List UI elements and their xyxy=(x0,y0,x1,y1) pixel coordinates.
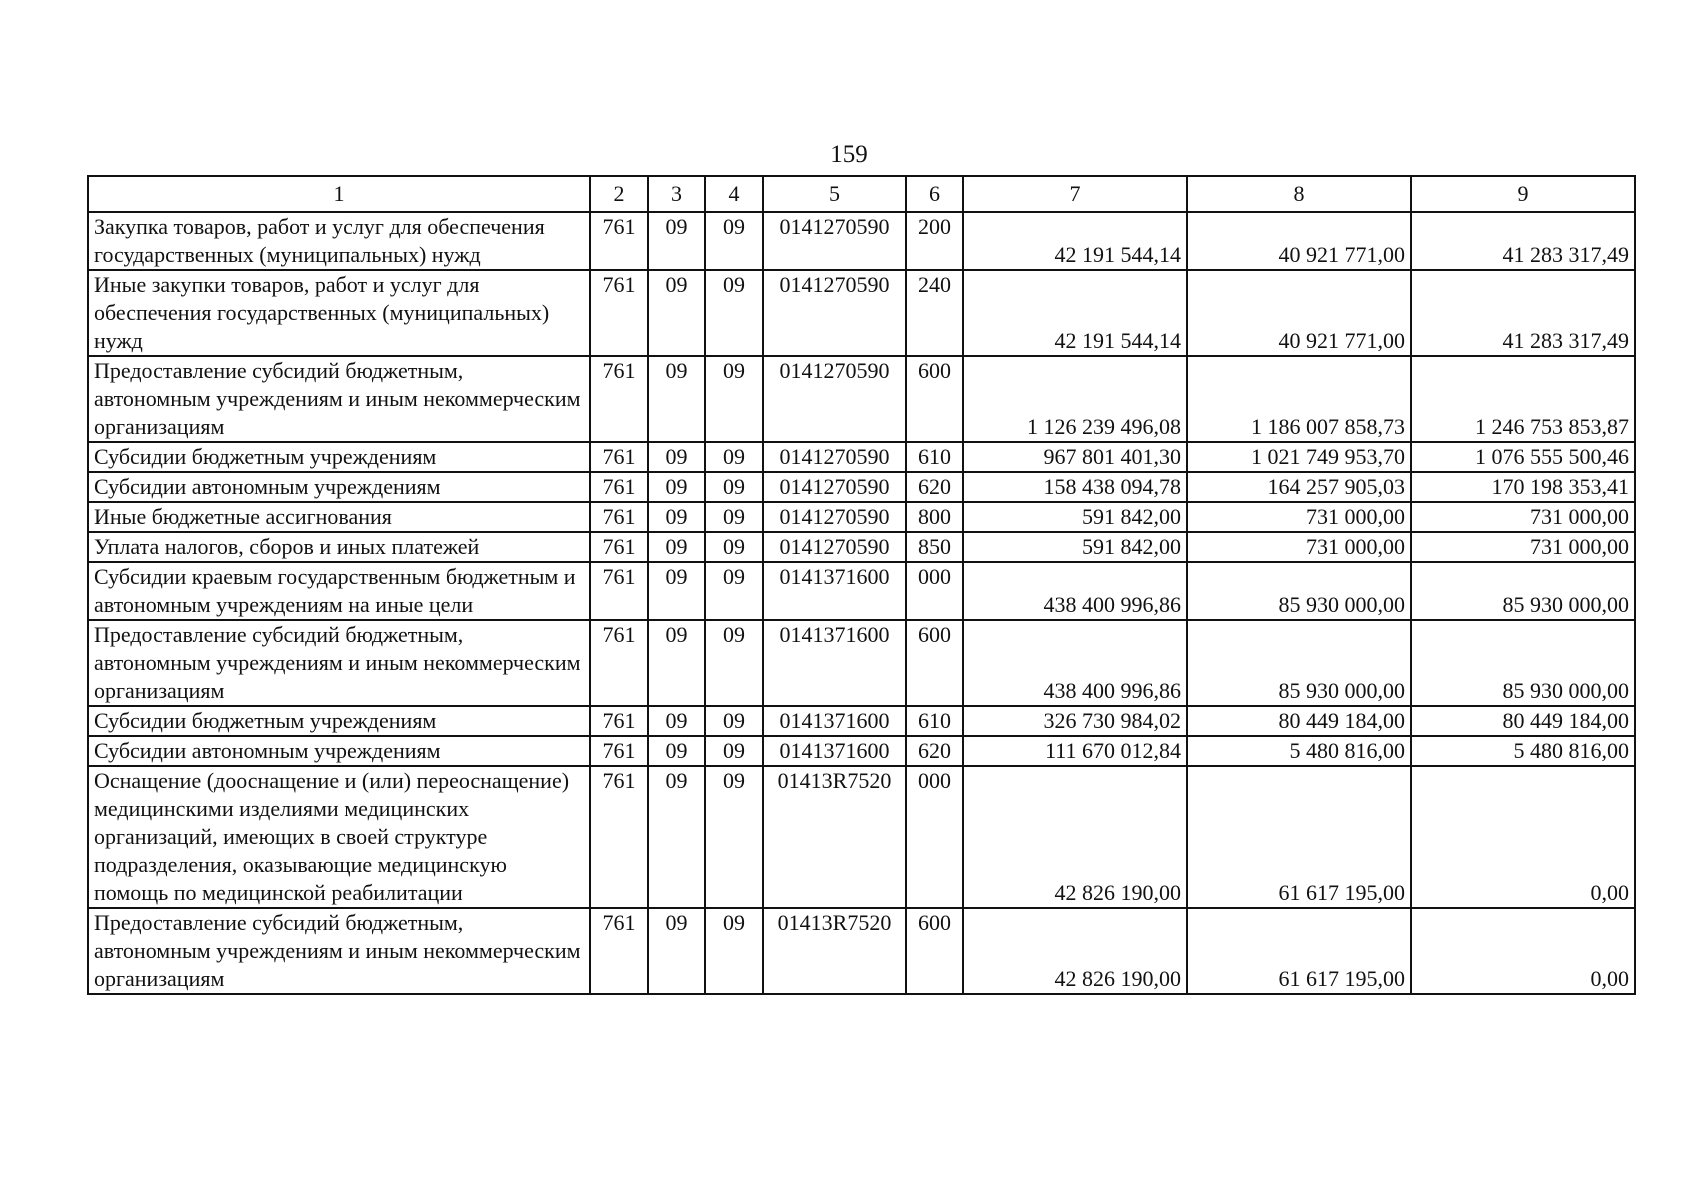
target-article-cell: 0141270590 xyxy=(763,356,906,442)
amount-year2-cell: 40 921 771,00 xyxy=(1187,270,1411,356)
expense-type-cell: 000 xyxy=(906,766,963,908)
expense-name-cell: Уплата налогов, сборов и иных платежей xyxy=(88,532,590,562)
ministry-code-cell: 761 xyxy=(590,356,648,442)
expense-name-cell: Субсидии автономным учреждениям xyxy=(88,472,590,502)
column-header: 6 xyxy=(906,176,963,212)
amount-year3-cell: 1 246 753 853,87 xyxy=(1411,356,1635,442)
amount-year3-cell: 731 000,00 xyxy=(1411,502,1635,532)
table-row xyxy=(88,532,1635,562)
table-row xyxy=(88,736,1635,766)
section-code-cell: 09 xyxy=(648,706,705,736)
amount-year3-cell: 80 449 184,00 xyxy=(1411,706,1635,736)
subsection-code-cell: 09 xyxy=(705,356,763,442)
column-header: 2 xyxy=(590,176,648,212)
subsection-code-cell: 09 xyxy=(705,442,763,472)
expense-type-cell: 620 xyxy=(906,472,963,502)
amount-year2-cell: 1 186 007 858,73 xyxy=(1187,356,1411,442)
column-header: 8 xyxy=(1187,176,1411,212)
amount-year2-cell: 731 000,00 xyxy=(1187,502,1411,532)
subsection-code-cell: 09 xyxy=(705,532,763,562)
amount-year3-cell: 170 198 353,41 xyxy=(1411,472,1635,502)
table-row xyxy=(88,212,1635,270)
section-code-cell: 09 xyxy=(648,502,705,532)
ministry-code-cell: 761 xyxy=(590,442,648,472)
expense-type-cell: 600 xyxy=(906,620,963,706)
subsection-code-cell: 09 xyxy=(705,562,763,620)
amount-year1-cell: 1 126 239 496,08 xyxy=(963,356,1187,442)
target-article-cell: 0141371600 xyxy=(763,620,906,706)
table-row xyxy=(88,562,1635,620)
expense-name-cell: Субсидии краевым государственным бюджетным и автономным учреждениям на иные цели xyxy=(88,562,590,620)
expense-type-cell: 620 xyxy=(906,736,963,766)
amount-year2-cell: 85 930 000,00 xyxy=(1187,620,1411,706)
expense-name-cell: Предоставление субсидий бюджетным, автономным учреждениям и иным некоммерческим организациям xyxy=(88,356,590,442)
expense-name-cell: Предоставление субсидий бюджетным, автономным учреждениям и иным некоммерческим организациям xyxy=(88,620,590,706)
expense-type-cell: 600 xyxy=(906,356,963,442)
page-number: 159 xyxy=(830,141,868,168)
column-header: 7 xyxy=(963,176,1187,212)
amount-year2-cell: 61 617 195,00 xyxy=(1187,908,1411,994)
target-article-cell: 01413R7520 xyxy=(763,908,906,994)
subsection-code-cell: 09 xyxy=(705,472,763,502)
subsection-code-cell: 09 xyxy=(705,766,763,908)
section-code-cell: 09 xyxy=(648,212,705,270)
expense-type-cell: 200 xyxy=(906,212,963,270)
target-article-cell: 0141371600 xyxy=(763,562,906,620)
target-article-cell: 0141371600 xyxy=(763,736,906,766)
column-header: 1 xyxy=(88,176,590,212)
amount-year1-cell: 967 801 401,30 xyxy=(963,442,1187,472)
target-article-cell: 0141270590 xyxy=(763,532,906,562)
target-article-cell: 0141270590 xyxy=(763,442,906,472)
ministry-code-cell: 761 xyxy=(590,562,648,620)
expense-name-cell: Иные бюджетные ассигнования xyxy=(88,502,590,532)
amount-year1-cell: 42 191 544,14 xyxy=(963,270,1187,356)
expense-type-cell: 850 xyxy=(906,532,963,562)
section-code-cell: 09 xyxy=(648,270,705,356)
amount-year3-cell: 5 480 816,00 xyxy=(1411,736,1635,766)
amount-year1-cell: 158 438 094,78 xyxy=(963,472,1187,502)
expense-type-cell: 800 xyxy=(906,502,963,532)
expense-name-cell: Закупка товаров, работ и услуг для обеспечения государственных (муниципальных) нужд xyxy=(88,212,590,270)
target-article-cell: 0141371600 xyxy=(763,706,906,736)
expense-type-cell: 000 xyxy=(906,562,963,620)
ministry-code-cell: 761 xyxy=(590,908,648,994)
ministry-code-cell: 761 xyxy=(590,706,648,736)
amount-year1-cell: 326 730 984,02 xyxy=(963,706,1187,736)
amount-year3-cell: 85 930 000,00 xyxy=(1411,620,1635,706)
subsection-code-cell: 09 xyxy=(705,908,763,994)
target-article-cell: 01413R7520 xyxy=(763,766,906,908)
ministry-code-cell: 761 xyxy=(590,736,648,766)
ministry-code-cell: 761 xyxy=(590,620,648,706)
column-header: 9 xyxy=(1411,176,1635,212)
amount-year3-cell: 85 930 000,00 xyxy=(1411,562,1635,620)
table-row xyxy=(88,908,1635,994)
ministry-code-cell: 761 xyxy=(590,766,648,908)
amount-year1-cell: 591 842,00 xyxy=(963,532,1187,562)
amount-year1-cell: 42 826 190,00 xyxy=(963,766,1187,908)
section-code-cell: 09 xyxy=(648,356,705,442)
table-row xyxy=(88,270,1635,356)
table-row xyxy=(88,502,1635,532)
amount-year1-cell: 111 670 012,84 xyxy=(963,736,1187,766)
amount-year3-cell: 1 076 555 500,46 xyxy=(1411,442,1635,472)
subsection-code-cell: 09 xyxy=(705,620,763,706)
amount-year2-cell: 731 000,00 xyxy=(1187,532,1411,562)
amount-year2-cell: 40 921 771,00 xyxy=(1187,212,1411,270)
amount-year1-cell: 591 842,00 xyxy=(963,502,1187,532)
amount-year2-cell: 1 021 749 953,70 xyxy=(1187,442,1411,472)
ministry-code-cell: 761 xyxy=(590,212,648,270)
amount-year3-cell: 41 283 317,49 xyxy=(1411,212,1635,270)
target-article-cell: 0141270590 xyxy=(763,212,906,270)
table-row xyxy=(88,620,1635,706)
table-row xyxy=(88,766,1635,908)
table-row xyxy=(88,706,1635,736)
table-row xyxy=(88,442,1635,472)
amount-year1-cell: 438 400 996,86 xyxy=(963,562,1187,620)
ministry-code-cell: 761 xyxy=(590,502,648,532)
expense-name-cell: Субсидии бюджетным учреждениям xyxy=(88,442,590,472)
table-row xyxy=(88,472,1635,502)
amount-year2-cell: 164 257 905,03 xyxy=(1187,472,1411,502)
expense-name-cell: Субсидии бюджетным учреждениям xyxy=(88,706,590,736)
section-code-cell: 09 xyxy=(648,620,705,706)
target-article-cell: 0141270590 xyxy=(763,270,906,356)
amount-year2-cell: 85 930 000,00 xyxy=(1187,562,1411,620)
amount-year3-cell: 731 000,00 xyxy=(1411,532,1635,562)
subsection-code-cell: 09 xyxy=(705,270,763,356)
amount-year1-cell: 438 400 996,86 xyxy=(963,620,1187,706)
ministry-code-cell: 761 xyxy=(590,472,648,502)
amount-year2-cell: 61 617 195,00 xyxy=(1187,766,1411,908)
expense-name-cell: Оснащение (дооснащение и (или) переоснащение) медицинскими изделиями медицинских организаций, имеющих в своей структуре подразделения, оказывающие медицинскую помощь по медицинской реабилитации xyxy=(88,766,590,908)
subsection-code-cell: 09 xyxy=(705,212,763,270)
budget-table xyxy=(87,175,1636,995)
section-code-cell: 09 xyxy=(648,442,705,472)
expense-name-cell: Предоставление субсидий бюджетным, автономным учреждениям и иным некоммерческим организациям xyxy=(88,908,590,994)
amount-year1-cell: 42 191 544,14 xyxy=(963,212,1187,270)
subsection-code-cell: 09 xyxy=(705,736,763,766)
expense-type-cell: 610 xyxy=(906,706,963,736)
amount-year2-cell: 80 449 184,00 xyxy=(1187,706,1411,736)
expense-type-cell: 600 xyxy=(906,908,963,994)
column-header: 3 xyxy=(648,176,705,212)
section-code-cell: 09 xyxy=(648,766,705,908)
amount-year1-cell: 42 826 190,00 xyxy=(963,908,1187,994)
amount-year3-cell: 0,00 xyxy=(1411,908,1635,994)
section-code-cell: 09 xyxy=(648,736,705,766)
expense-name-cell: Субсидии автономным учреждениям xyxy=(88,736,590,766)
expense-type-cell: 610 xyxy=(906,442,963,472)
subsection-code-cell: 09 xyxy=(705,706,763,736)
section-code-cell: 09 xyxy=(648,562,705,620)
amount-year3-cell: 0,00 xyxy=(1411,766,1635,908)
section-code-cell: 09 xyxy=(648,908,705,994)
target-article-cell: 0141270590 xyxy=(763,502,906,532)
column-header: 5 xyxy=(763,176,906,212)
target-article-cell: 0141270590 xyxy=(763,472,906,502)
amount-year2-cell: 5 480 816,00 xyxy=(1187,736,1411,766)
section-code-cell: 09 xyxy=(648,472,705,502)
column-header: 4 xyxy=(705,176,763,212)
ministry-code-cell: 761 xyxy=(590,270,648,356)
table-row xyxy=(88,356,1635,442)
column-number-row xyxy=(88,176,1635,212)
subsection-code-cell: 09 xyxy=(705,502,763,532)
expense-name-cell: Иные закупки товаров, работ и услуг для обеспечения государственных (муниципальных) нужд xyxy=(88,270,590,356)
expense-type-cell: 240 xyxy=(906,270,963,356)
ministry-code-cell: 761 xyxy=(590,532,648,562)
section-code-cell: 09 xyxy=(648,532,705,562)
amount-year3-cell: 41 283 317,49 xyxy=(1411,270,1635,356)
